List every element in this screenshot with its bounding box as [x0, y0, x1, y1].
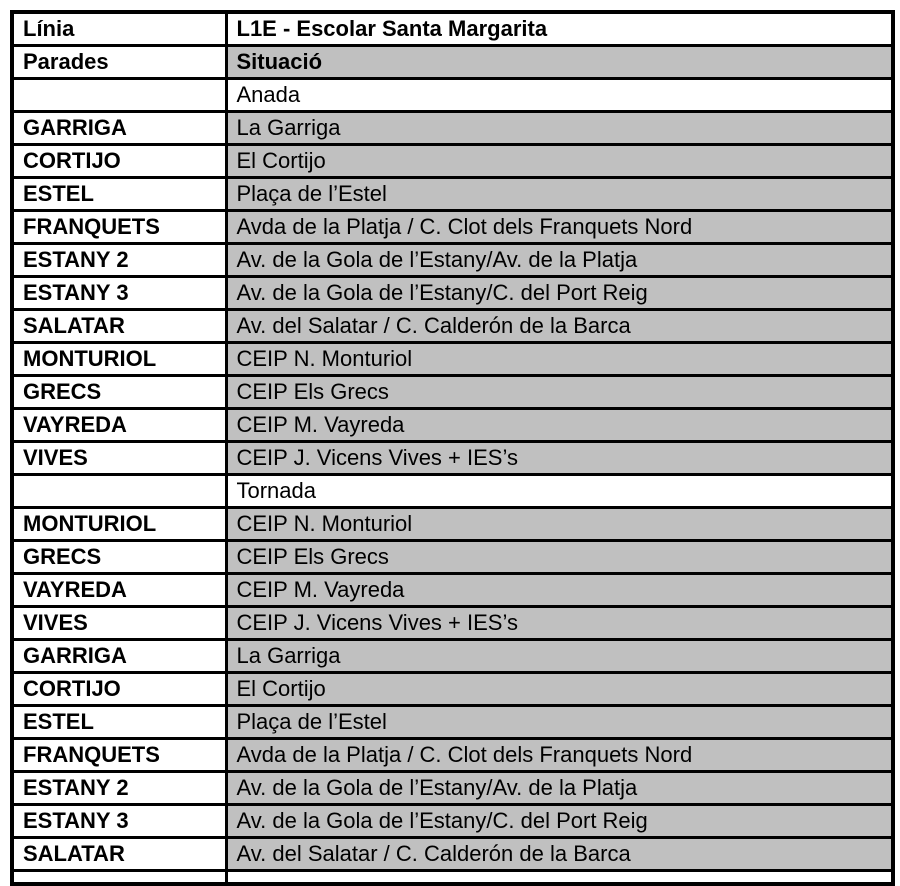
- table-row: [12, 837, 893, 870]
- stop-name-cell: [12, 474, 226, 507]
- situacio-cell: CEIP M. Vayreda: [226, 573, 893, 606]
- table-row: [12, 771, 893, 804]
- situacio-cell: CEIP J. Vicens Vives + IES’s: [226, 606, 893, 639]
- situacio-cell: Plaça de l’Estel: [226, 705, 893, 738]
- situacio-cell: Av. del Salatar / C. Calderón de la Barca: [226, 309, 893, 342]
- table-row: [12, 441, 893, 474]
- situacio-cell: Anada: [226, 78, 893, 111]
- table-row: [12, 738, 893, 771]
- situacio-cell: Avda de la Platja / C. Clot dels Franquets Nord: [226, 210, 893, 243]
- table-row: [12, 342, 893, 375]
- situacio-cell: CEIP J. Vicens Vives + IES’s: [226, 441, 893, 474]
- situacio-cell: Av. de la Gola de l’Estany/Av. de la Platja: [226, 771, 893, 804]
- table-row: [12, 309, 893, 342]
- table-row: [12, 177, 893, 210]
- situacio-cell: Plaça de l’Estel: [226, 177, 893, 210]
- table-row: [12, 672, 893, 705]
- stop-name-cell: SALATAR: [12, 309, 226, 342]
- stop-name-cell: ESTANY 3: [12, 804, 226, 837]
- situacio-cell: Av. de la Gola de l’Estany/C. del Port Reig: [226, 276, 893, 309]
- situacio-cell: Situació: [226, 45, 893, 78]
- situacio-cell: CEIP N. Monturiol: [226, 342, 893, 375]
- situacio-cell: CEIP M. Vayreda: [226, 408, 893, 441]
- stop-name-cell: VIVES: [12, 441, 226, 474]
- table-row: [12, 243, 893, 276]
- situacio-cell: [226, 870, 893, 884]
- situacio-cell: CEIP N. Monturiol: [226, 507, 893, 540]
- table-row: [12, 111, 893, 144]
- table-row: [12, 606, 893, 639]
- bus-line-schedule: [10, 10, 891, 886]
- table-row: [12, 144, 893, 177]
- stop-name-cell: CORTIJO: [12, 144, 226, 177]
- table-row: [12, 507, 893, 540]
- stop-name-cell: ESTEL: [12, 177, 226, 210]
- stop-name-cell: Línia: [12, 12, 226, 45]
- situacio-cell: Av. de la Gola de l’Estany/Av. de la Platja: [226, 243, 893, 276]
- table-row: [12, 210, 893, 243]
- situacio-cell: La Garriga: [226, 639, 893, 672]
- bus-line-table: [10, 10, 895, 886]
- stop-name-cell: VAYREDA: [12, 408, 226, 441]
- table-body: [12, 12, 893, 884]
- stop-name-cell: GARRIGA: [12, 639, 226, 672]
- table-row: [12, 12, 893, 45]
- stop-name-cell: SALATAR: [12, 837, 226, 870]
- stop-name-cell: GRECS: [12, 375, 226, 408]
- table-row: [12, 276, 893, 309]
- table-row: [12, 573, 893, 606]
- table-row: [12, 804, 893, 837]
- situacio-cell: El Cortijo: [226, 144, 893, 177]
- stop-name-cell: Parades: [12, 45, 226, 78]
- stop-name-cell: GARRIGA: [12, 111, 226, 144]
- stop-name-cell: ESTANY 2: [12, 243, 226, 276]
- stop-name-cell: MONTURIOL: [12, 507, 226, 540]
- stop-name-cell: ESTEL: [12, 705, 226, 738]
- table-row: [12, 474, 893, 507]
- situacio-cell: CEIP Els Grecs: [226, 540, 893, 573]
- stop-name-cell: FRANQUETS: [12, 738, 226, 771]
- table-row: [12, 78, 893, 111]
- table-row: [12, 705, 893, 738]
- stop-name-cell: [12, 870, 226, 884]
- stop-name-cell: MONTURIOL: [12, 342, 226, 375]
- situacio-cell: Av. del Salatar / C. Calderón de la Barca: [226, 837, 893, 870]
- situacio-cell: La Garriga: [226, 111, 893, 144]
- stop-name-cell: ESTANY 2: [12, 771, 226, 804]
- stop-name-cell: CORTIJO: [12, 672, 226, 705]
- table-row: [12, 375, 893, 408]
- table-row: [12, 870, 893, 884]
- stop-name-cell: FRANQUETS: [12, 210, 226, 243]
- situacio-cell: Av. de la Gola de l’Estany/C. del Port Reig: [226, 804, 893, 837]
- stop-name-cell: [12, 78, 226, 111]
- situacio-cell: Tornada: [226, 474, 893, 507]
- situacio-cell: El Cortijo: [226, 672, 893, 705]
- table-row: [12, 639, 893, 672]
- stop-name-cell: GRECS: [12, 540, 226, 573]
- stop-name-cell: VIVES: [12, 606, 226, 639]
- table-row: [12, 540, 893, 573]
- stop-name-cell: ESTANY 3: [12, 276, 226, 309]
- situacio-cell: CEIP Els Grecs: [226, 375, 893, 408]
- table-row: [12, 408, 893, 441]
- situacio-cell: Avda de la Platja / C. Clot dels Franquets Nord: [226, 738, 893, 771]
- situacio-cell: L1E - Escolar Santa Margarita: [226, 12, 893, 45]
- stop-name-cell: VAYREDA: [12, 573, 226, 606]
- table-row: [12, 45, 893, 78]
